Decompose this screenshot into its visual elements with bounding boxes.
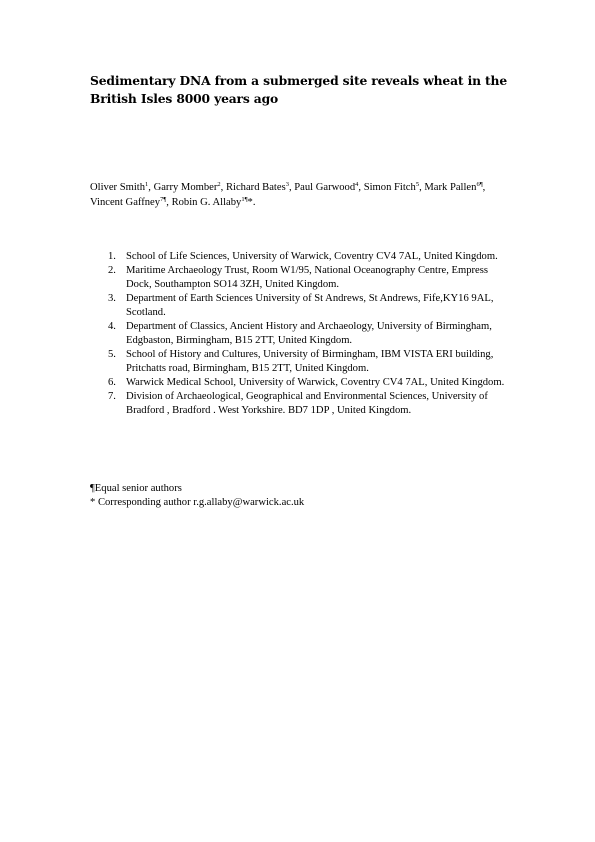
paper-title: [90, 72, 510, 107]
affiliation-number: 5.: [108, 349, 116, 360]
affiliation-text: Warwick Medical School, University of Warwick, Coventry CV4 7AL, United Kingdom.: [126, 377, 505, 388]
affiliation-item: [90, 390, 510, 418]
author-affiliation-marker: 1¶: [241, 196, 248, 203]
author-list: [90, 180, 510, 210]
author: Oliver Smith$^1$,: [90, 181, 154, 193]
author: Vincent Gaffney$^{7\P}$,: [90, 196, 172, 208]
author-affiliation-marker: 4: [355, 181, 359, 188]
author: Garry Momber$^2$,: [153, 181, 226, 193]
author: Robin G. Allaby$^{1\P}$*.: [171, 196, 256, 208]
affiliation-text: Department of Earth Sciences University of St Andrews, St Andrews, Fife,KY16 9AL, Scotland.: [126, 293, 494, 318]
author-affiliation-marker: 3: [285, 181, 289, 188]
affiliation-number: 6.: [108, 377, 116, 388]
affiliation-item: [90, 320, 510, 348]
affiliation-item: [90, 264, 510, 292]
affiliation-item: [90, 250, 510, 264]
affiliation-text: Department of Classics, Ancient History and Archaeology, University of Birmingham, Edgbaston, Birmingham, B15 2TT, United Kingdom.: [126, 321, 492, 346]
author-affiliation-marker: 7¶: [160, 196, 167, 203]
corresponding-author-note: * Corresponding author r.g.allaby@warwick.ac.uk: [90, 497, 305, 508]
author-affiliation-marker: 6¶: [476, 181, 483, 188]
affiliation-number: 4.: [108, 321, 116, 332]
affiliation-number: 2.: [108, 265, 116, 276]
author-affiliation-marker: 1: [145, 181, 149, 188]
affiliation-text: School of History and Cultures, University of Birmingham, IBM VISTA ERI building, Pritchatts road, Birmingham, B15 2TT, United Kingdom.: [126, 349, 494, 374]
affiliation-item: [90, 376, 510, 390]
author-affiliation-marker: 5: [415, 181, 420, 188]
affiliation-item: [90, 292, 510, 320]
equal-authors-note: ¶Equal senior authors: [90, 483, 182, 494]
author-notes: [90, 482, 510, 510]
affiliation-number: 7.: [108, 391, 116, 402]
affiliation-text: Maritime Archaeology Trust, Room W1/95, National Oceanography Centre, Empress Dock, Southampton SO14 3ZH, United Kingdom.: [126, 265, 488, 290]
affiliation-item: [90, 348, 510, 376]
author: Simon Fitch$^5$,: [363, 181, 425, 193]
title-line-2: British Isles 8000 years ago: [90, 90, 279, 106]
title-line-1: Sedimentary DNA from a submerged site reveals wheat in the: [90, 73, 508, 88]
affiliation-list: [90, 250, 510, 418]
author: Paul Garwood$^4$,: [294, 181, 364, 193]
author-affiliation-marker: 2: [217, 181, 221, 188]
affiliation-text: School of Life Sciences, University of Warwick, Coventry CV4 7AL, United Kingdom.: [126, 251, 498, 262]
author: Richard Bates$^3$,: [225, 181, 295, 193]
affiliation-number: 1.: [108, 251, 116, 262]
author: Mark Pallen$^{6\P}$,: [424, 181, 486, 193]
affiliation-text: Division of Archaeological, Geographical and Environmental Sciences, University of Bradford , Bradford . West Yorkshire. BD7 1DP , United Kingdom.: [126, 391, 488, 416]
affiliation-number: 3.: [108, 293, 116, 304]
